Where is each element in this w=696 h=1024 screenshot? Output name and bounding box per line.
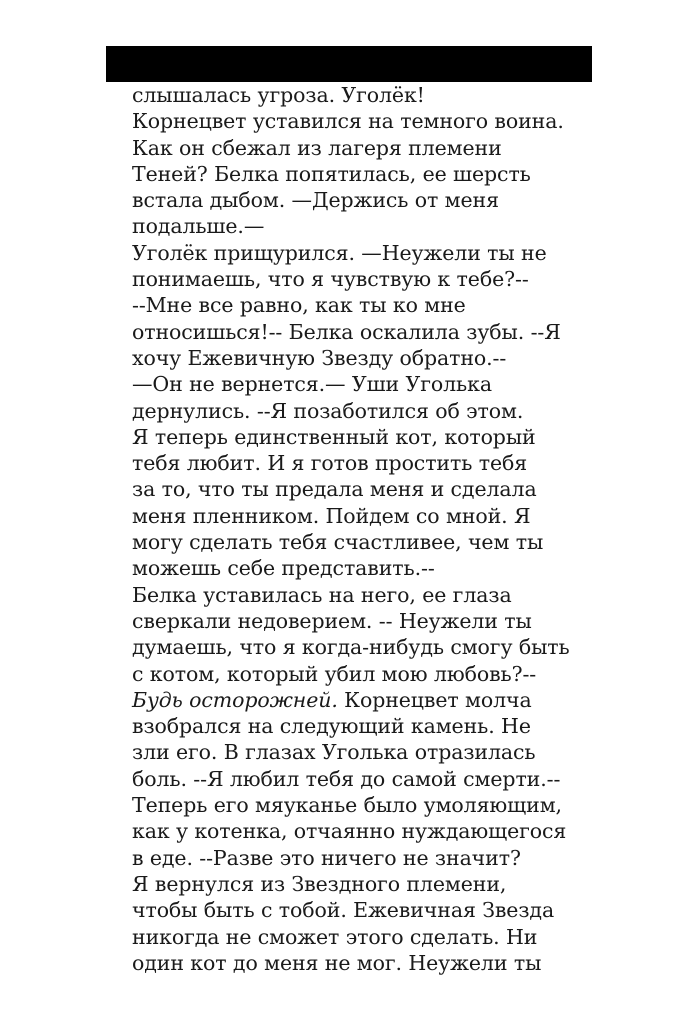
text-line: —Он не вернется.— Уши Уголька	[132, 372, 492, 397]
book-text	[132, 82, 582, 976]
text-line	[132, 687, 582, 713]
text-line: в еде. --Разве это ничего не значит?	[132, 845, 521, 870]
text-line: сверкали недоверием. -- Неужели ты	[132, 608, 532, 633]
text-line: подальше.—	[132, 214, 265, 239]
italic-phrase: Будь осторожней.	[132, 687, 338, 712]
text-line: за то, что ты предала меня и сделала	[132, 477, 537, 502]
text-line: Теперь его мяуканье было умоляющим,	[132, 793, 562, 818]
text-line: могу сделать тебя счастливее, чем ты	[132, 530, 544, 555]
text-line: хочу Ежевичную Звезду обратно.--	[132, 345, 507, 370]
text-line: относишься!-- Белка оскалила зубы. --Я	[132, 319, 561, 344]
text-line: чтобы быть с тобой. Ежевичная Звезда	[132, 898, 555, 923]
text-line: боль. --Я любил тебя до самой смерти.--	[132, 766, 561, 791]
text-line: Теней? Белка попятилась, ее шерсть	[132, 161, 531, 186]
text-line: дернулись. --Я позаботился об этом.	[132, 398, 524, 423]
text-line: можешь себе представить.--	[132, 556, 435, 581]
text-line: никогда не сможет этого сделать. Ни	[132, 924, 538, 949]
text-line: взобрался на следующий камень. Не	[132, 714, 531, 739]
text-line: зли его. В глазах Уголька отразилась	[132, 740, 536, 765]
text-line: тебя любит. И я готов простить тебя	[132, 451, 528, 476]
text-line: --Мне все равно, как ты ко мне	[132, 293, 466, 318]
text-line: Как он сбежал из лагеря племени	[132, 135, 502, 160]
text-line: как у котенка, отчаянно нуждающегося	[132, 819, 567, 844]
text-line: встала дыбом. —Держись от меня	[132, 188, 499, 213]
text-line: Я теперь единственный кот, который	[132, 424, 536, 449]
redaction-bar	[106, 46, 592, 82]
text-line: меня пленником. Пойдем со мной. Я	[132, 503, 531, 528]
text-line: слышалась угроза. Уголёк!	[132, 83, 425, 107]
text-line: понимаешь, что я чувствую к тебе?--	[132, 267, 529, 292]
text-line: думаешь, что я когда-нибудь смогу быть	[132, 635, 570, 660]
text-line: один кот до меня не мог. Неужели ты	[132, 950, 542, 975]
line-rest: Корнецвет молча	[337, 687, 532, 712]
text-line: Белка уставилась на него, ее глаза	[132, 582, 512, 607]
text-line: Уголёк прищурился. —Неужели ты не	[132, 240, 547, 265]
text-line: Корнецвет уставился на темного воина.	[132, 109, 564, 134]
text-line: с котом, который убил мою любовь?--	[132, 661, 537, 686]
text-line: Я вернулся из Звездного племени,	[132, 871, 507, 896]
